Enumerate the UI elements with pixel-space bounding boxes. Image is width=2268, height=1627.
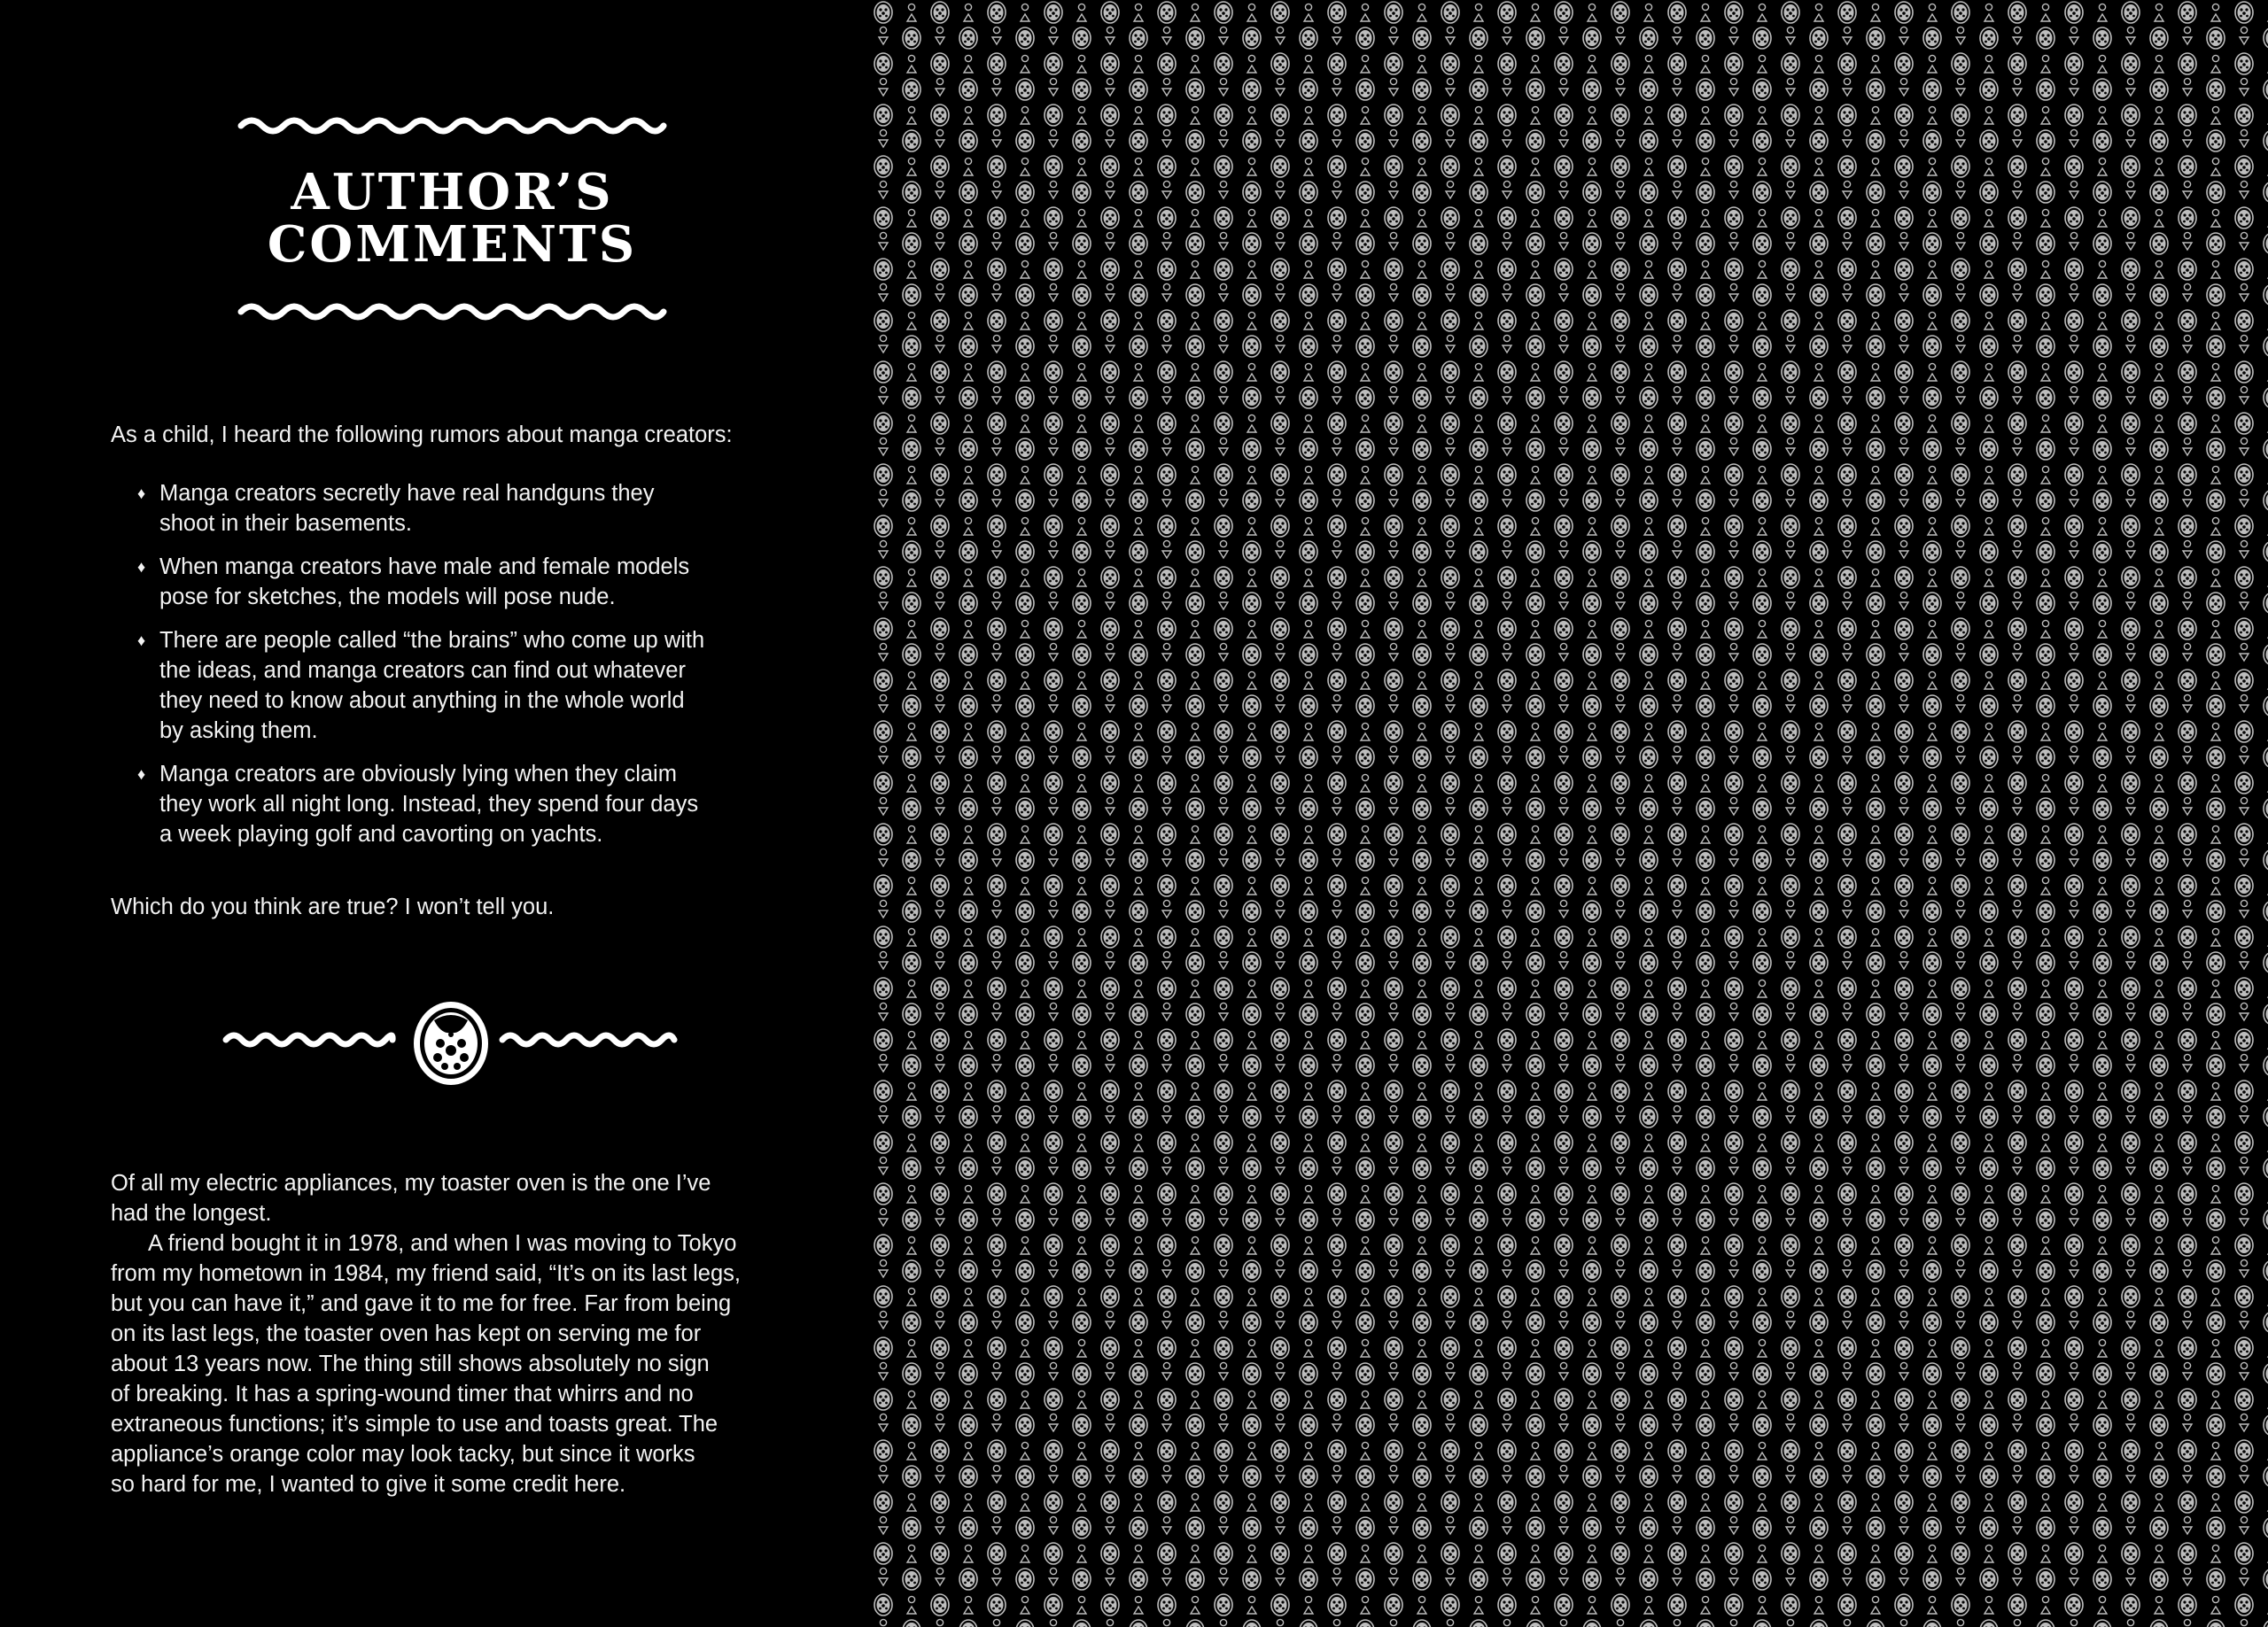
- list-item: ♦ Manga creators secretly have real handguns they shoot in their basements.: [133, 478, 704, 538]
- text-page: [0, 0, 873, 1627]
- list-item: ♦ When manga creators have male and female models pose for sketches, the models will pose nude.: [133, 552, 704, 612]
- diamond-bullet-icon: ♦: [137, 484, 146, 502]
- rumor-list: [133, 478, 704, 863]
- list-item: ♦ There are people called “the brains” who come up with the ideas, and manga creators can find out whatever they need to know about anything in the whole world by asking them.: [133, 625, 704, 746]
- zigzag-divider-icon: [237, 301, 667, 322]
- diamond-bullet-icon: ♦: [137, 631, 146, 649]
- page-title-line-1: AUTHOR’S: [291, 163, 614, 221]
- closing-question: Which do you think are true? I won’t tell you.: [111, 895, 555, 919]
- ladybug-emblem-icon: [221, 992, 682, 1098]
- page-title-line-2: COMMENTS: [267, 215, 638, 274]
- diamond-bullet-icon: ♦: [137, 765, 146, 783]
- zigzag-divider-icon: [237, 113, 667, 135]
- diamond-bullet-icon: ♦: [137, 558, 146, 576]
- list-item: ♦ Manga creators are obviously lying when they claim they work all night long. Instead, they spend four days a week playing golf and cavorting on yachts.: [133, 759, 704, 849]
- toaster-paragraph: Of all my electric appliances, my toaster oven is the one I’ve had the longest. A friend bought it in 1978, and when I was moving to Tokyo from my hometown in 1984, my friend said, “It’s on its last legs, but you can have it,” and gave it to me for free. Far from being on its last legs, the toaster oven has kept on serving me for about 13 years now. The thing still shows absolutely no sign of breaking. It has a spring-wound timer that whirrs and no extraneous functions; it’s simple to use and toasts great. The appliance’s orange color may look tacky, but since it works so hard for me, I wanted to give it some credit here.: [111, 1171, 741, 1497]
- decorative-pattern: [873, 0, 2268, 1627]
- intro-paragraph: As a child, I heard the following rumors about manga creators:: [111, 422, 733, 447]
